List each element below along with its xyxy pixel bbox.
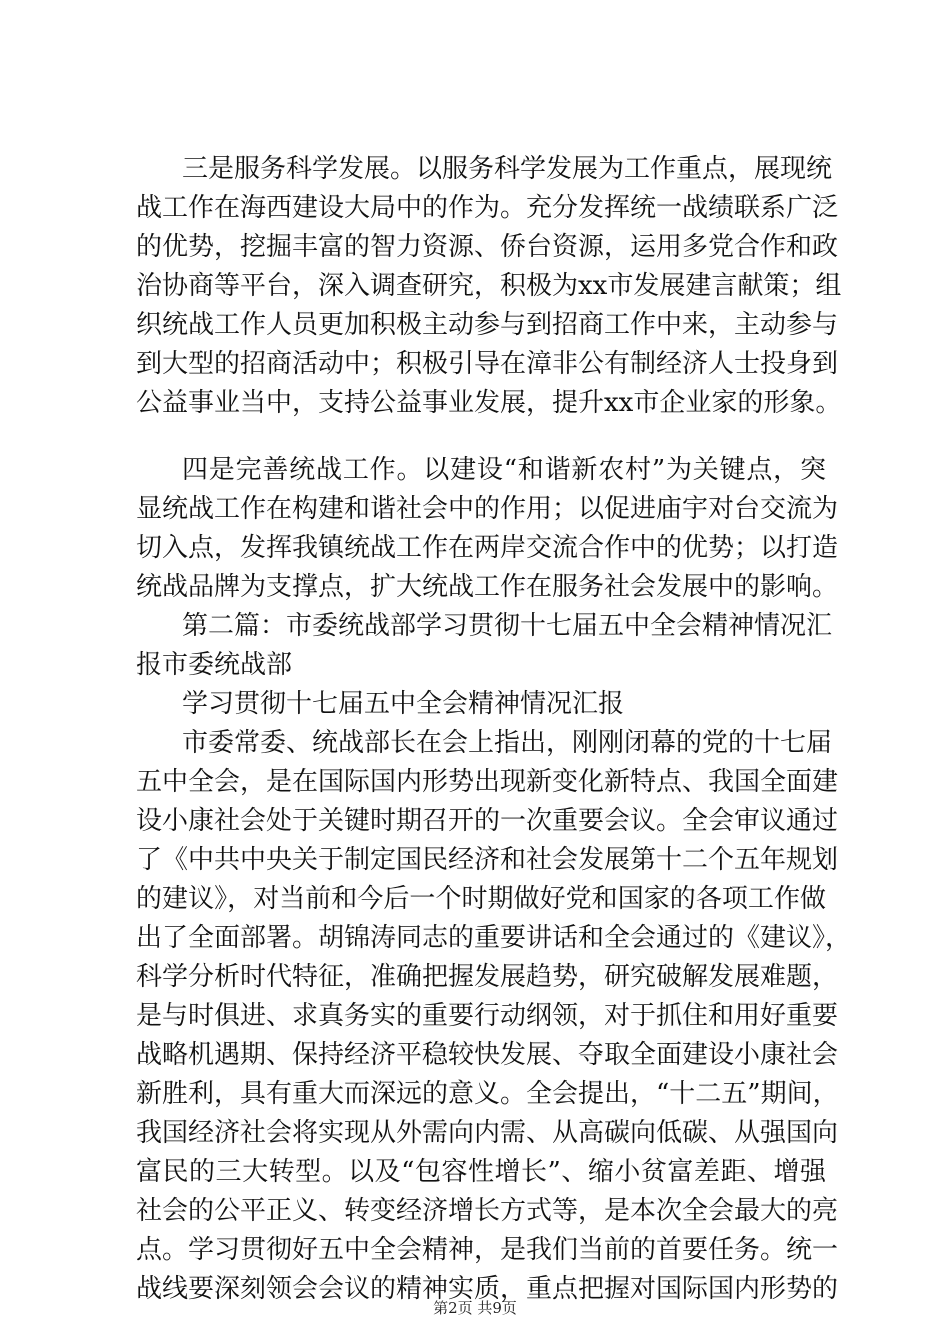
- text-line: 社会的公平正义、转变经济增长方式等，是本次全会最大的亮: [136, 1196, 839, 1226]
- section-heading-continued: 报市委统战部: [136, 650, 293, 680]
- text-line: 是与时俱进、求真务实的重要行动纲领，对于抓住和用好重要: [136, 1001, 839, 1031]
- text-line: 公益事业当中，支持公益事业发展，提升xx市企业家的形象。: [136, 388, 842, 418]
- page-number-footer: 第2页 共9页: [433, 1299, 517, 1317]
- text-line: 的建议》，对当前和今后一个时期做好党和国家的各项工作做: [136, 884, 826, 914]
- text-line: 治协商等平台，深入调查研究，积极为xx市发展建言献策；组: [136, 271, 842, 301]
- text-line: 显统战工作在构建和谐社会中的作用；以促进庙宇对台交流为: [136, 494, 839, 524]
- text-line: 出了全面部署。胡锦涛同志的重要讲话和全会通过的《建议》，: [136, 923, 852, 953]
- text-line: 战工作在海西建设大局中的作为。充分发挥统一战绩联系广泛: [136, 193, 839, 223]
- text-line: 点。学习贯彻好五中全会精神，是我们当前的首要任务。统一: [136, 1235, 839, 1265]
- text-line: 设小康社会处于关键时期召开的一次重要会议。全会审议通过: [136, 806, 839, 836]
- text-line: 三是服务科学发展。以服务科学发展为工作重点，展现统: [182, 154, 833, 184]
- text-line: 新胜利，具有重大而深远的意义。全会提出，“十二五”期间，: [136, 1079, 839, 1109]
- report-title: 学习贯彻十七届五中全会精神情况汇报: [182, 689, 625, 719]
- text-line: 富民的三大转型。以及“包容性增长”、缩小贫富差距、增强: [136, 1157, 826, 1187]
- text-line: 四是完善统战工作。以建设“和谐新农村”为关键点，突: [182, 455, 826, 485]
- text-line: 战线要深刻领会会议的精神实质，重点把握对国际国内形势的: [136, 1274, 839, 1304]
- text-line: 战略机遇期、保持经济平稳较快发展、夺取全面建设小康社会: [136, 1040, 839, 1070]
- text-line: 织统战工作人员更加积极主动参与到招商工作中来，主动参与: [136, 310, 839, 340]
- text-line: 统战品牌为支撑点，扩大统战工作在服务社会发展中的影响。: [136, 572, 839, 602]
- section-heading: 第二篇：市委统战部学习贯彻十七届五中全会精神情况汇: [182, 611, 833, 641]
- text-line: 科学分析时代特征，准确把握发展趋势，研究破解发展难题，: [136, 962, 839, 992]
- text-line: 的优势，挖掘丰富的智力资源、侨台资源，运用多党合作和政: [136, 232, 839, 262]
- text-line: 到大型的招商活动中；积极引导在漳非公有制经济人士投身到: [136, 349, 839, 379]
- text-line: 五中全会，是在国际国内形势出现新变化新特点、我国全面建: [136, 767, 839, 797]
- text-line: 切入点，发挥我镇统战工作在两岸交流合作中的优势；以打造: [136, 533, 839, 563]
- text-line: 市委常委、统战部长在会上指出，刚刚闭幕的党的十七届: [182, 728, 833, 758]
- text-line: 我国经济社会将实现从外需向内需、从高碳向低碳、从强国向: [136, 1118, 839, 1148]
- text-line: 了《中共中央关于制定国民经济和社会发展第十二个五年规划: [136, 845, 839, 875]
